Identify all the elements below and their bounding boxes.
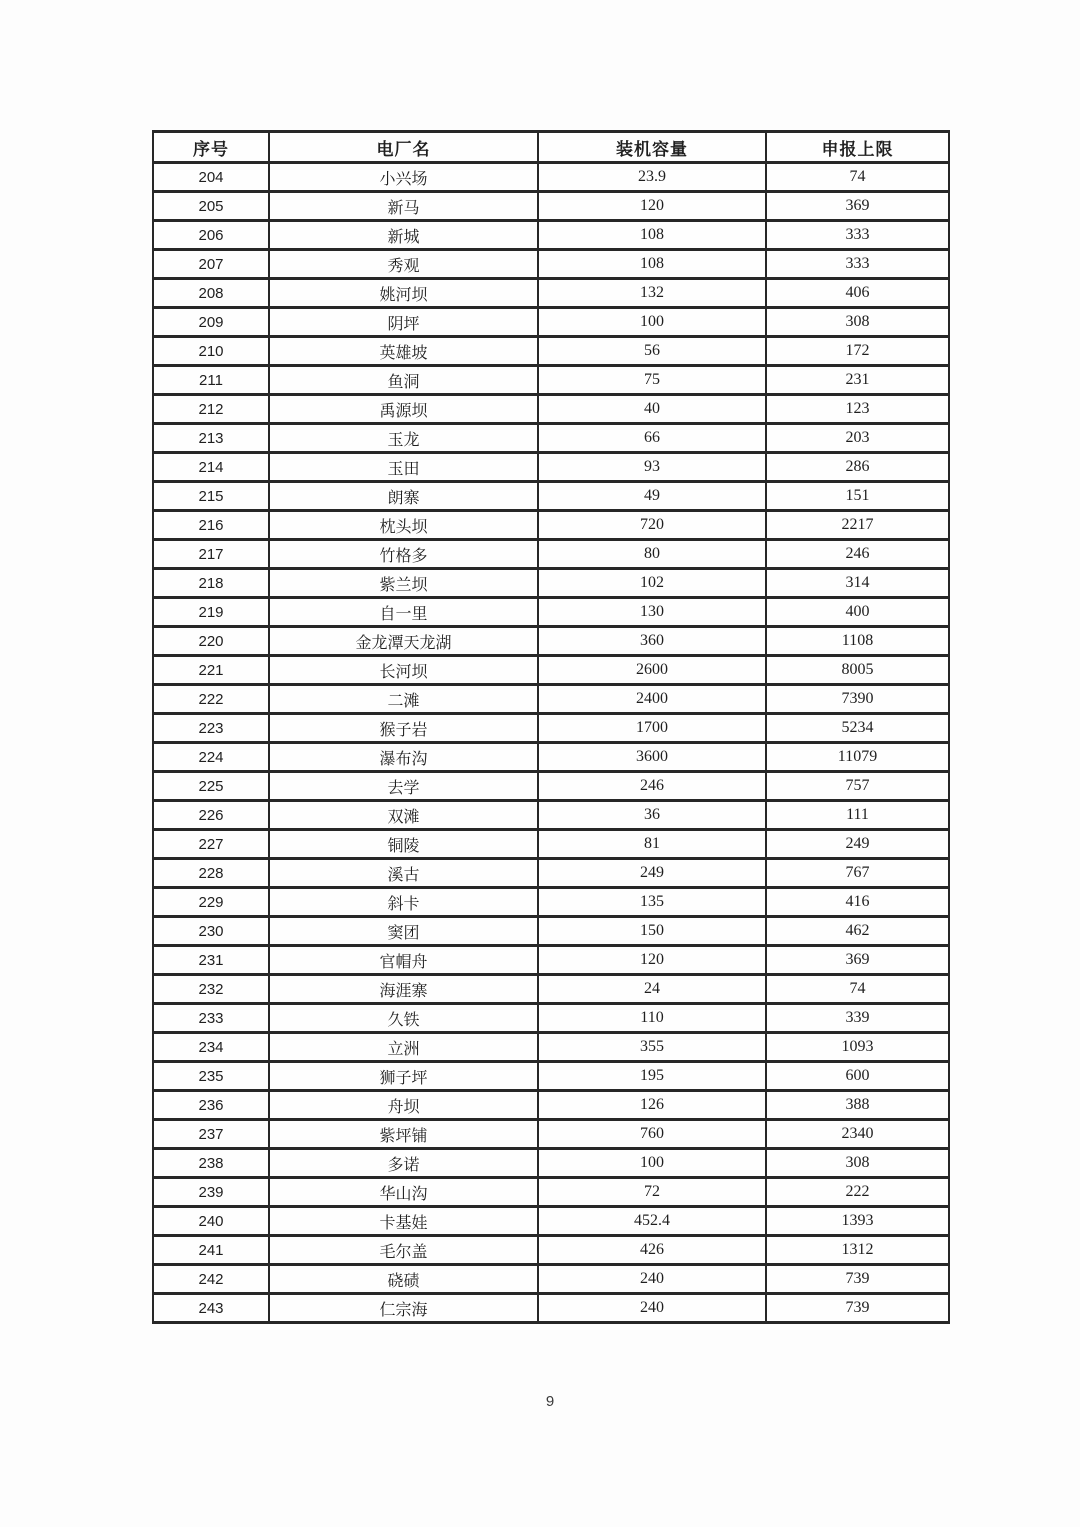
declaration-limit-cell: 286: [766, 453, 949, 482]
declaration-limit-cell: 739: [766, 1294, 949, 1323]
plant-name-cell: 金龙潭天龙湖: [269, 627, 538, 656]
installed-capacity-cell: 240: [538, 1294, 766, 1323]
serial-number-cell: 229: [153, 888, 269, 917]
installed-capacity-cell: 81: [538, 830, 766, 859]
header-plant-name: 电厂名: [269, 132, 538, 163]
plant-name-cell: 玉龙: [269, 424, 538, 453]
table-row: [153, 1207, 949, 1236]
power-plant-table: [152, 130, 950, 1324]
table-row: [153, 656, 949, 685]
table-row: [153, 917, 949, 946]
serial-number-cell: 231: [153, 946, 269, 975]
plant-name-cell: 自一里: [269, 598, 538, 627]
declaration-limit-cell: 11079: [766, 743, 949, 772]
plant-name-cell: 阴坪: [269, 308, 538, 337]
plant-name-cell: 猴子岩: [269, 714, 538, 743]
plant-name-cell: 姚河坝: [269, 279, 538, 308]
installed-capacity-cell: 49: [538, 482, 766, 511]
table-row: [153, 279, 949, 308]
declaration-limit-cell: 406: [766, 279, 949, 308]
plant-name-cell: 卡基娃: [269, 1207, 538, 1236]
declaration-limit-cell: 462: [766, 917, 949, 946]
table-row: [153, 424, 949, 453]
table-row: [153, 772, 949, 801]
plant-name-cell: 去学: [269, 772, 538, 801]
serial-number-cell: 243: [153, 1294, 269, 1323]
declaration-limit-cell: 739: [766, 1265, 949, 1294]
plant-name-cell: 枕头坝: [269, 511, 538, 540]
installed-capacity-cell: 249: [538, 859, 766, 888]
serial-number-cell: 221: [153, 656, 269, 685]
installed-capacity-cell: 195: [538, 1062, 766, 1091]
serial-number-cell: 240: [153, 1207, 269, 1236]
table-row: [153, 1062, 949, 1091]
plant-name-cell: 长河坝: [269, 656, 538, 685]
plant-name-cell: 多诺: [269, 1149, 538, 1178]
serial-number-cell: 210: [153, 337, 269, 366]
table-row: [153, 192, 949, 221]
serial-number-cell: 215: [153, 482, 269, 511]
serial-number-cell: 218: [153, 569, 269, 598]
declaration-limit-cell: 757: [766, 772, 949, 801]
installed-capacity-cell: 108: [538, 250, 766, 279]
installed-capacity-cell: 760: [538, 1120, 766, 1149]
serial-number-cell: 220: [153, 627, 269, 656]
plant-name-cell: 竹格多: [269, 540, 538, 569]
plant-name-cell: 斜卡: [269, 888, 538, 917]
serial-number-cell: 239: [153, 1178, 269, 1207]
serial-number-cell: 226: [153, 801, 269, 830]
table-row: [153, 801, 949, 830]
serial-number-cell: 241: [153, 1236, 269, 1265]
plant-name-cell: 新马: [269, 192, 538, 221]
declaration-limit-cell: 600: [766, 1062, 949, 1091]
installed-capacity-cell: 150: [538, 917, 766, 946]
header-declaration-limit: 申报上限: [766, 132, 949, 163]
serial-number-cell: 225: [153, 772, 269, 801]
plant-name-cell: 硗碛: [269, 1265, 538, 1294]
installed-capacity-cell: 102: [538, 569, 766, 598]
installed-capacity-cell: 120: [538, 946, 766, 975]
installed-capacity-cell: 93: [538, 453, 766, 482]
plant-name-cell: 窦团: [269, 917, 538, 946]
declaration-limit-cell: 5234: [766, 714, 949, 743]
installed-capacity-cell: 246: [538, 772, 766, 801]
serial-number-cell: 211: [153, 366, 269, 395]
declaration-limit-cell: 767: [766, 859, 949, 888]
installed-capacity-cell: 40: [538, 395, 766, 424]
table-row: [153, 888, 949, 917]
plant-name-cell: 秀观: [269, 250, 538, 279]
plant-name-cell: 海涯寨: [269, 975, 538, 1004]
table-row: [153, 598, 949, 627]
declaration-limit-cell: 1393: [766, 1207, 949, 1236]
serial-number-cell: 206: [153, 221, 269, 250]
table-row: [153, 308, 949, 337]
installed-capacity-cell: 24: [538, 975, 766, 1004]
serial-number-cell: 236: [153, 1091, 269, 1120]
serial-number-cell: 205: [153, 192, 269, 221]
serial-number-cell: 234: [153, 1033, 269, 1062]
plant-name-cell: 狮子坪: [269, 1062, 538, 1091]
declaration-limit-cell: 2340: [766, 1120, 949, 1149]
plant-name-cell: 小兴场: [269, 163, 538, 192]
table-row: [153, 366, 949, 395]
declaration-limit-cell: 222: [766, 1178, 949, 1207]
declaration-limit-cell: 74: [766, 163, 949, 192]
serial-number-cell: 224: [153, 743, 269, 772]
declaration-limit-cell: 8005: [766, 656, 949, 685]
installed-capacity-cell: 240: [538, 1265, 766, 1294]
installed-capacity-cell: 426: [538, 1236, 766, 1265]
serial-number-cell: 208: [153, 279, 269, 308]
serial-number-cell: 217: [153, 540, 269, 569]
header-installed-capacity: 装机容量: [538, 132, 766, 163]
installed-capacity-cell: 23.9: [538, 163, 766, 192]
installed-capacity-cell: 720: [538, 511, 766, 540]
table-row: [153, 1149, 949, 1178]
table-row: [153, 1091, 949, 1120]
table-row: [153, 627, 949, 656]
table-row: [153, 395, 949, 424]
serial-number-cell: 228: [153, 859, 269, 888]
installed-capacity-cell: 452.4: [538, 1207, 766, 1236]
serial-number-cell: 222: [153, 685, 269, 714]
installed-capacity-cell: 100: [538, 308, 766, 337]
table-row: [153, 540, 949, 569]
plant-name-cell: 紫兰坝: [269, 569, 538, 598]
plant-name-cell: 舟坝: [269, 1091, 538, 1120]
table-row: [153, 569, 949, 598]
table-row: [153, 859, 949, 888]
table-header-row: [153, 132, 949, 163]
declaration-limit-cell: 249: [766, 830, 949, 859]
installed-capacity-cell: 120: [538, 192, 766, 221]
plant-name-cell: 毛尔盖: [269, 1236, 538, 1265]
declaration-limit-cell: 308: [766, 308, 949, 337]
installed-capacity-cell: 75: [538, 366, 766, 395]
installed-capacity-cell: 130: [538, 598, 766, 627]
table-row: [153, 946, 949, 975]
declaration-limit-cell: 1312: [766, 1236, 949, 1265]
serial-number-cell: 209: [153, 308, 269, 337]
declaration-limit-cell: 400: [766, 598, 949, 627]
installed-capacity-cell: 135: [538, 888, 766, 917]
installed-capacity-cell: 2600: [538, 656, 766, 685]
declaration-limit-cell: 1093: [766, 1033, 949, 1062]
installed-capacity-cell: 360: [538, 627, 766, 656]
table-row: [153, 250, 949, 279]
serial-number-cell: 223: [153, 714, 269, 743]
plant-name-cell: 铜陵: [269, 830, 538, 859]
table-row: [153, 337, 949, 366]
declaration-limit-cell: 203: [766, 424, 949, 453]
table-row: [153, 1236, 949, 1265]
installed-capacity-cell: 100: [538, 1149, 766, 1178]
installed-capacity-cell: 72: [538, 1178, 766, 1207]
declaration-limit-cell: 388: [766, 1091, 949, 1120]
plant-name-cell: 朗寨: [269, 482, 538, 511]
plant-name-cell: 紫坪铺: [269, 1120, 538, 1149]
header-serial-number: 序号: [153, 132, 269, 163]
installed-capacity-cell: 2400: [538, 685, 766, 714]
plant-name-cell: 鱼洞: [269, 366, 538, 395]
declaration-limit-cell: 339: [766, 1004, 949, 1033]
declaration-limit-cell: 111: [766, 801, 949, 830]
installed-capacity-cell: 355: [538, 1033, 766, 1062]
serial-number-cell: 227: [153, 830, 269, 859]
serial-number-cell: 235: [153, 1062, 269, 1091]
page-number: 9: [545, 1393, 555, 1410]
table-row: [153, 1120, 949, 1149]
table-row: [153, 714, 949, 743]
table-row: [153, 511, 949, 540]
plant-name-cell: 仁宗海: [269, 1294, 538, 1323]
serial-number-cell: 212: [153, 395, 269, 424]
installed-capacity-cell: 3600: [538, 743, 766, 772]
plant-name-cell: 英雄坡: [269, 337, 538, 366]
plant-name-cell: 瀑布沟: [269, 743, 538, 772]
table-row: [153, 830, 949, 859]
table-row: [153, 482, 949, 511]
table-row: [153, 1004, 949, 1033]
declaration-limit-cell: 74: [766, 975, 949, 1004]
installed-capacity-cell: 108: [538, 221, 766, 250]
declaration-limit-cell: 2217: [766, 511, 949, 540]
plant-name-cell: 二滩: [269, 685, 538, 714]
serial-number-cell: 219: [153, 598, 269, 627]
table-row: [153, 1033, 949, 1062]
plant-name-cell: 立洲: [269, 1033, 538, 1062]
installed-capacity-cell: 36: [538, 801, 766, 830]
declaration-limit-cell: 123: [766, 395, 949, 424]
declaration-limit-cell: 172: [766, 337, 949, 366]
plant-name-cell: 双滩: [269, 801, 538, 830]
table-row: [153, 1178, 949, 1207]
declaration-limit-cell: 7390: [766, 685, 949, 714]
declaration-limit-cell: 333: [766, 250, 949, 279]
serial-number-cell: 216: [153, 511, 269, 540]
declaration-limit-cell: 369: [766, 192, 949, 221]
serial-number-cell: 238: [153, 1149, 269, 1178]
table-row: [153, 1265, 949, 1294]
serial-number-cell: 204: [153, 163, 269, 192]
plant-name-cell: 华山沟: [269, 1178, 538, 1207]
declaration-limit-cell: 314: [766, 569, 949, 598]
serial-number-cell: 230: [153, 917, 269, 946]
serial-number-cell: 233: [153, 1004, 269, 1033]
declaration-limit-cell: 416: [766, 888, 949, 917]
installed-capacity-cell: 132: [538, 279, 766, 308]
declaration-limit-cell: 308: [766, 1149, 949, 1178]
plant-name-cell: 久铁: [269, 1004, 538, 1033]
declaration-limit-cell: 369: [766, 946, 949, 975]
plant-name-cell: 溪古: [269, 859, 538, 888]
plant-name-cell: 玉田: [269, 453, 538, 482]
table-row: [153, 453, 949, 482]
plant-name-cell: 新城: [269, 221, 538, 250]
serial-number-cell: 207: [153, 250, 269, 279]
declaration-limit-cell: 246: [766, 540, 949, 569]
installed-capacity-cell: 110: [538, 1004, 766, 1033]
serial-number-cell: 232: [153, 975, 269, 1004]
table-row: [153, 743, 949, 772]
serial-number-cell: 213: [153, 424, 269, 453]
declaration-limit-cell: 333: [766, 221, 949, 250]
declaration-limit-cell: 231: [766, 366, 949, 395]
serial-number-cell: 237: [153, 1120, 269, 1149]
table-row: [153, 685, 949, 714]
serial-number-cell: 214: [153, 453, 269, 482]
plant-name-cell: 官帽舟: [269, 946, 538, 975]
serial-number-cell: 242: [153, 1265, 269, 1294]
declaration-limit-cell: 1108: [766, 627, 949, 656]
table-row: [153, 163, 949, 192]
installed-capacity-cell: 80: [538, 540, 766, 569]
installed-capacity-cell: 56: [538, 337, 766, 366]
installed-capacity-cell: 126: [538, 1091, 766, 1120]
installed-capacity-cell: 1700: [538, 714, 766, 743]
declaration-limit-cell: 151: [766, 482, 949, 511]
table-body: [153, 163, 949, 1323]
installed-capacity-cell: 66: [538, 424, 766, 453]
table-row: [153, 975, 949, 1004]
table-row: [153, 1294, 949, 1323]
table-row: [153, 221, 949, 250]
plant-name-cell: 禹源坝: [269, 395, 538, 424]
